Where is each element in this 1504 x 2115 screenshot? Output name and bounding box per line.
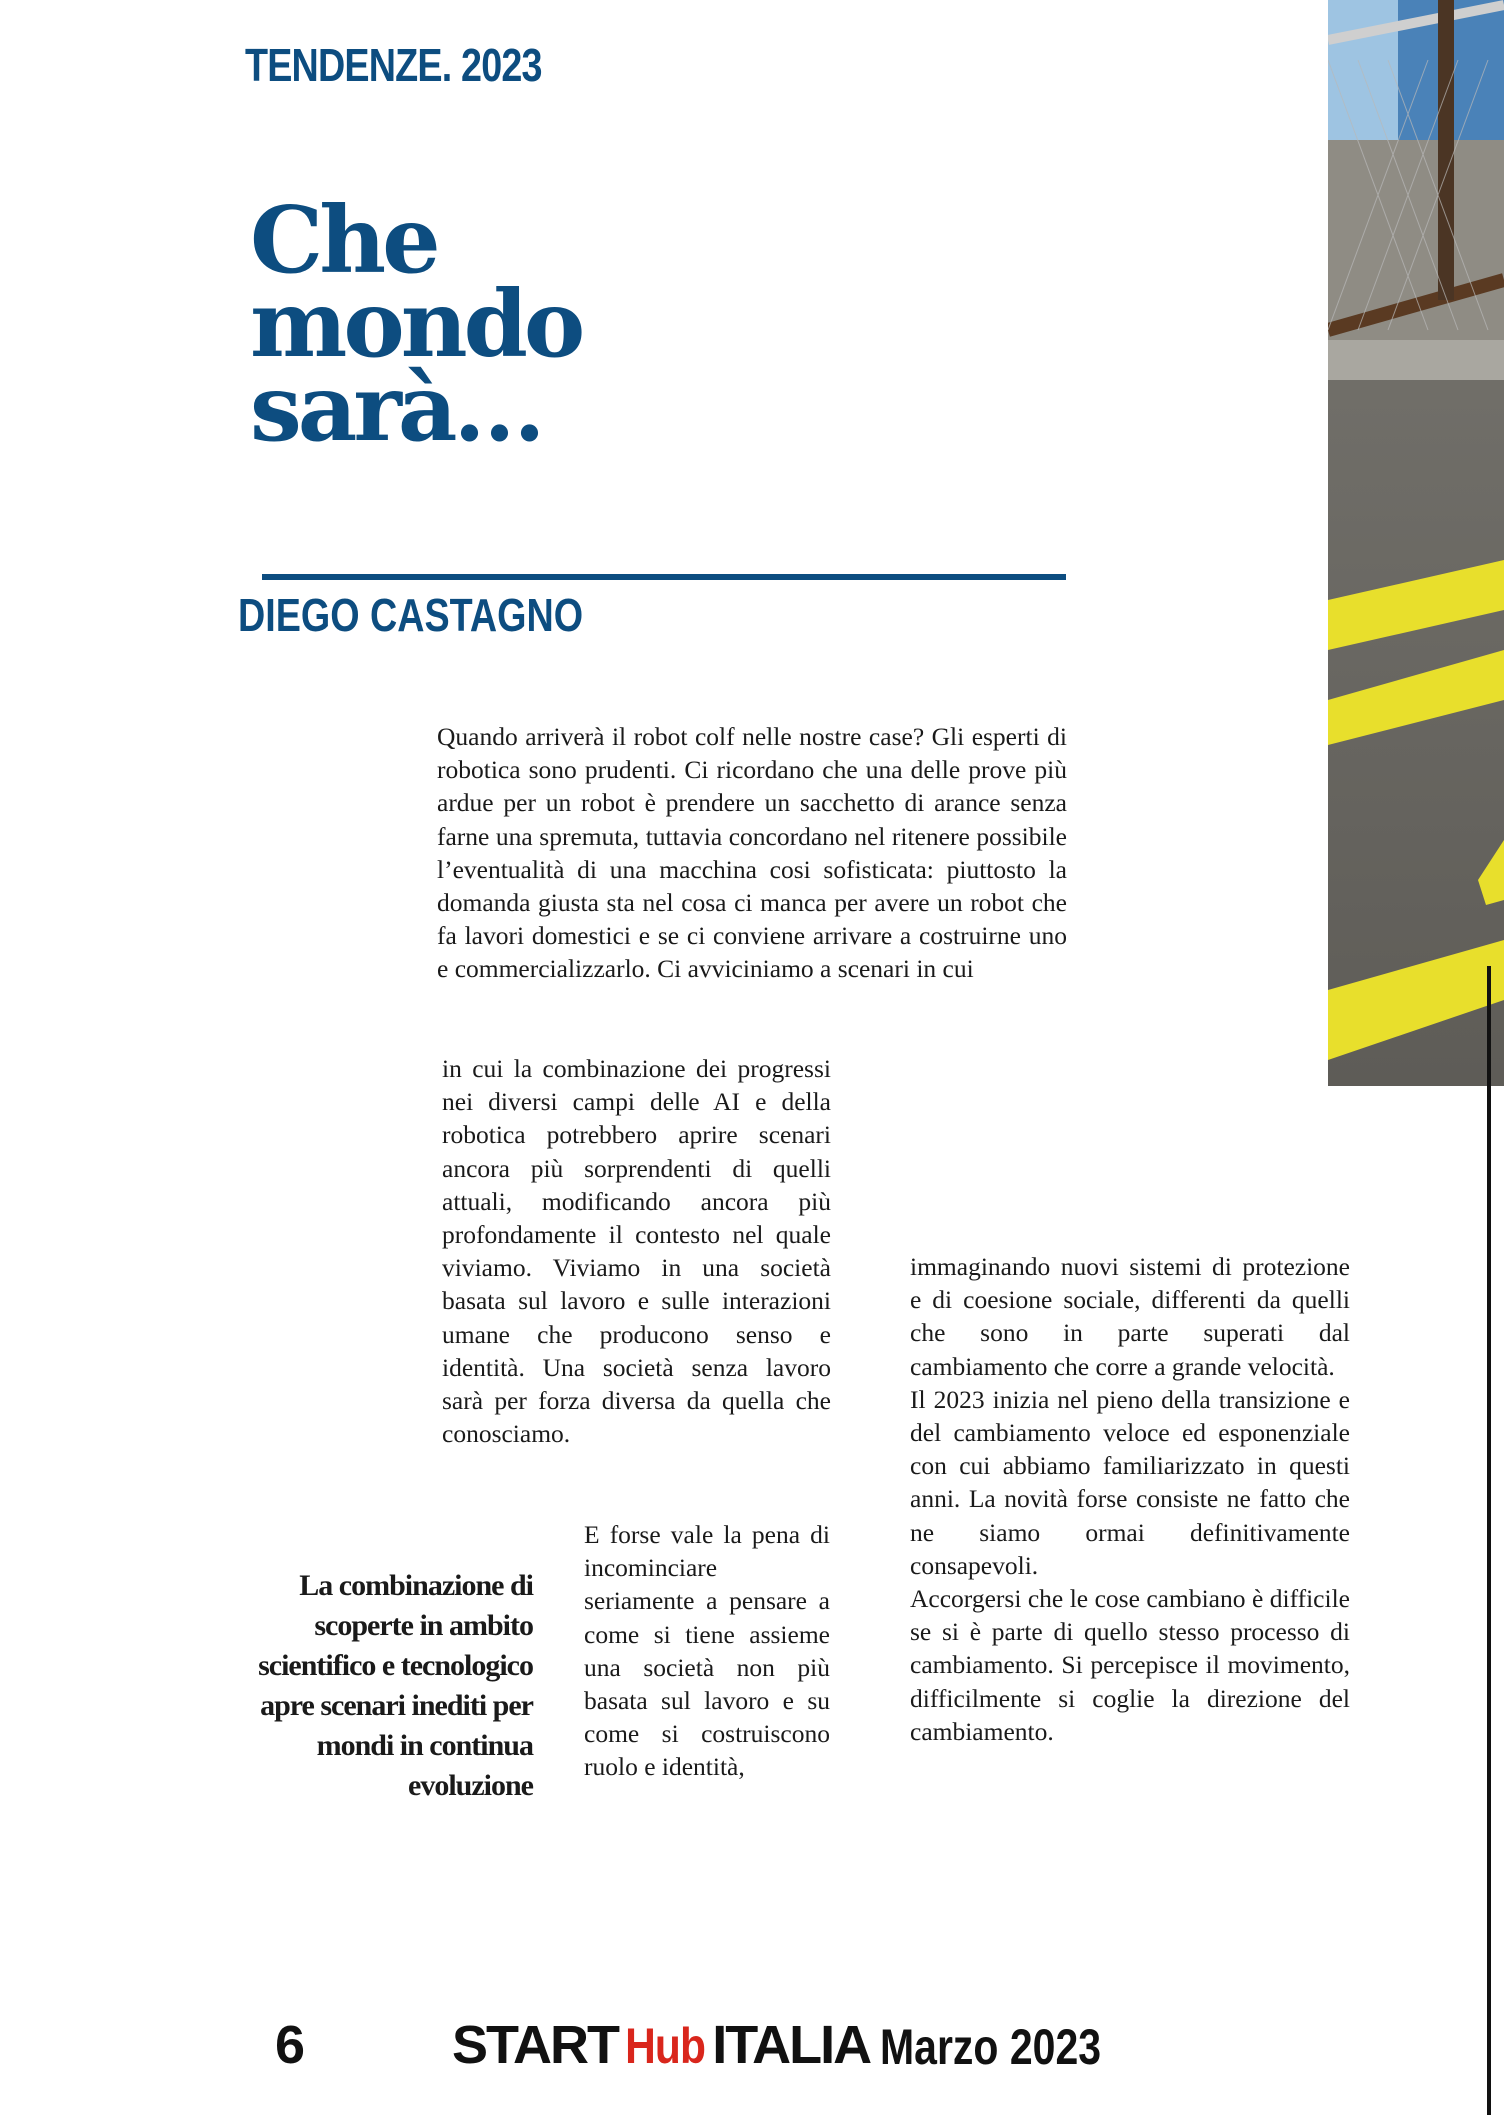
magazine-italia: ITALIA bbox=[712, 2015, 871, 2075]
magazine-start: START bbox=[452, 2015, 618, 2075]
title-line: Che bbox=[250, 186, 437, 294]
body-paragraph: Accorgersi che le cose cambiano è difficile se si è parte di quello stesso processo di cambiamento. Si percepisce il movimento, difficilmente si coglie la direzione del cambiamento. bbox=[910, 1584, 1350, 1746]
author-byline: DIEGO CASTAGNO bbox=[238, 589, 584, 641]
page-edge-rule bbox=[1487, 966, 1491, 2115]
section-tag: TENDENZE. 2023 bbox=[245, 39, 542, 91]
title-line: mondo bbox=[250, 270, 582, 378]
body-column-c bbox=[910, 1250, 1350, 1748]
magazine-logo bbox=[452, 2014, 870, 2076]
body-column-b: E forse vale la pena di incominciare seriamente a pensare a come si tiene assieme una società non più basata sul lavoro e su come si costruiscono ruolo e identità, bbox=[584, 1520, 830, 1782]
intro-paragraph: Quando arriverà il robot colf nelle nostre case? Gli esperti di robotica sono prudenti. Ci ricordano che una delle prove più ardue per un robot è prendere un sacchetto di arance senza farne una spremuta, tuttavia concordano nel ritenere possibile l’eventualità di una macchina cosi sofisticata: piuttosto la domanda giusta sta nel cosa ci manca per avere un robot che fa lavori domestici e se ci conviene arrivare a costruirne uno e commercializzarlo. Ci avviciniamo a scenari in cui bbox=[437, 722, 1067, 984]
title-line: sarà… bbox=[250, 354, 542, 462]
street-photo-image bbox=[1328, 0, 1504, 1086]
magazine-hub: Hub bbox=[625, 2018, 706, 2074]
pull-quote: La combinazione di scoperte in ambito scientifico e tecnologico apre scenari inediti per mondi in continua evoluzione bbox=[258, 1569, 533, 1802]
title-divider bbox=[262, 574, 1066, 580]
page-footer bbox=[0, 2010, 1504, 2075]
issue-date: Marzo 2023 bbox=[880, 2019, 1102, 2075]
body-paragraph: immaginando nuovi sistemi di protezione e di coesione sociale, differenti da quelli che sono in parte superati dal cambiamento che corre a grande velocità. bbox=[910, 1252, 1350, 1381]
article-title bbox=[250, 186, 582, 462]
page-number: 6 bbox=[275, 2015, 306, 2075]
body-column-a: in cui la combinazione dei progressi nei diversi campi delle AI e della robotica potrebbero aprire scenari ancora più sorprendenti di quelli attuali, modificando ancora più profondamente il contesto nel quale viviamo. Viviamo in una società basata sul lavoro e sulle interazioni umane che producono senso e identità. Una società senza lavoro sarà per forza diversa da quella che conosciamo. bbox=[442, 1054, 831, 1449]
article-photo bbox=[1328, 0, 1504, 1086]
body-paragraph: Il 2023 inizia nel pieno della transizione e del cambiamento veloce ed esponenziale con cui abbiamo familiarizzato in questi anni. La novità forse consiste ne fatto che ne siamo ormai definitivamente consapevoli. bbox=[910, 1384, 1350, 1580]
